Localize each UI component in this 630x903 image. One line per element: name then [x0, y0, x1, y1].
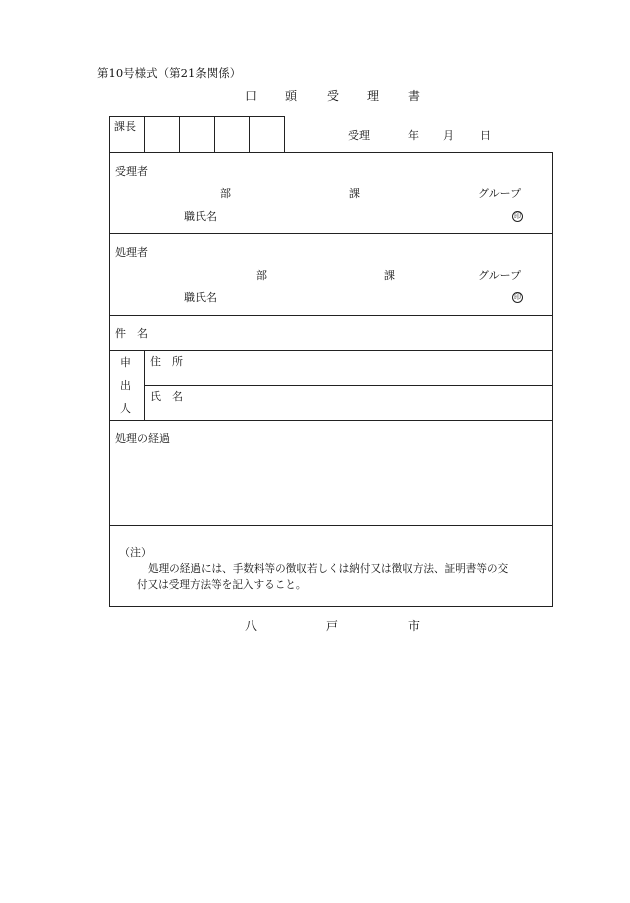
note-label: （注） [119, 546, 152, 559]
stamp-divider [214, 116, 215, 153]
form-number: 第10号様式（第21条関係） [97, 66, 242, 80]
receiver-label: 受理者 [115, 165, 148, 178]
applicant-label-char: 人 [120, 402, 131, 415]
row-divider [144, 385, 553, 386]
month-label: 月 [443, 129, 454, 142]
row-divider [109, 350, 553, 351]
day-label: 日 [480, 129, 491, 142]
handler-section-name: 課 [384, 269, 395, 282]
address-label: 住 所 [150, 355, 183, 368]
title-char: 受 [327, 89, 340, 103]
title-char: 頭 [285, 89, 298, 103]
handler-label: 処理者 [115, 246, 148, 259]
handler-group: グループ [478, 269, 522, 282]
handler-name-label: 職氏名 [184, 291, 217, 304]
stamp-divider [144, 116, 145, 153]
row-divider [109, 420, 553, 421]
seal-icon: 印 [514, 212, 521, 220]
city-char: 八 [245, 619, 258, 633]
applicant-label-char: 申 [120, 356, 131, 369]
applicant-label-char: 出 [120, 379, 131, 392]
applicant-name-label: 氏 名 [150, 390, 183, 403]
note-line: 付又は受理方法等を記入すること。 [137, 579, 307, 591]
city-char: 市 [408, 619, 421, 633]
chief-label: 課長 [114, 120, 136, 133]
stamp-divider [179, 116, 180, 153]
row-divider [109, 233, 553, 234]
city-char: 戸 [326, 619, 339, 633]
title-char: 書 [408, 89, 421, 103]
received-label: 受理 [348, 129, 370, 142]
year-label: 年 [408, 129, 419, 142]
receiver-dept: 部 [220, 187, 231, 200]
row-divider [109, 315, 553, 316]
handler-dept: 部 [256, 269, 267, 282]
row-divider [109, 525, 553, 526]
process-label: 処理の経過 [115, 432, 170, 445]
receiver-name-label: 職氏名 [184, 210, 217, 223]
subject-label: 件 名 [115, 327, 148, 340]
title-char: 口 [245, 89, 258, 103]
applicant-column-divider [144, 350, 145, 420]
seal-icon: 印 [514, 293, 521, 301]
note-line: 処理の経過には、手数料等の徴収若しくは納付又は徴収方法、証明書等の交 [148, 563, 509, 575]
form-table [109, 152, 553, 607]
receiver-group: グループ [478, 187, 522, 200]
title-char: 理 [367, 89, 380, 103]
stamp-divider [249, 116, 250, 153]
receiver-section-name: 課 [349, 187, 360, 200]
